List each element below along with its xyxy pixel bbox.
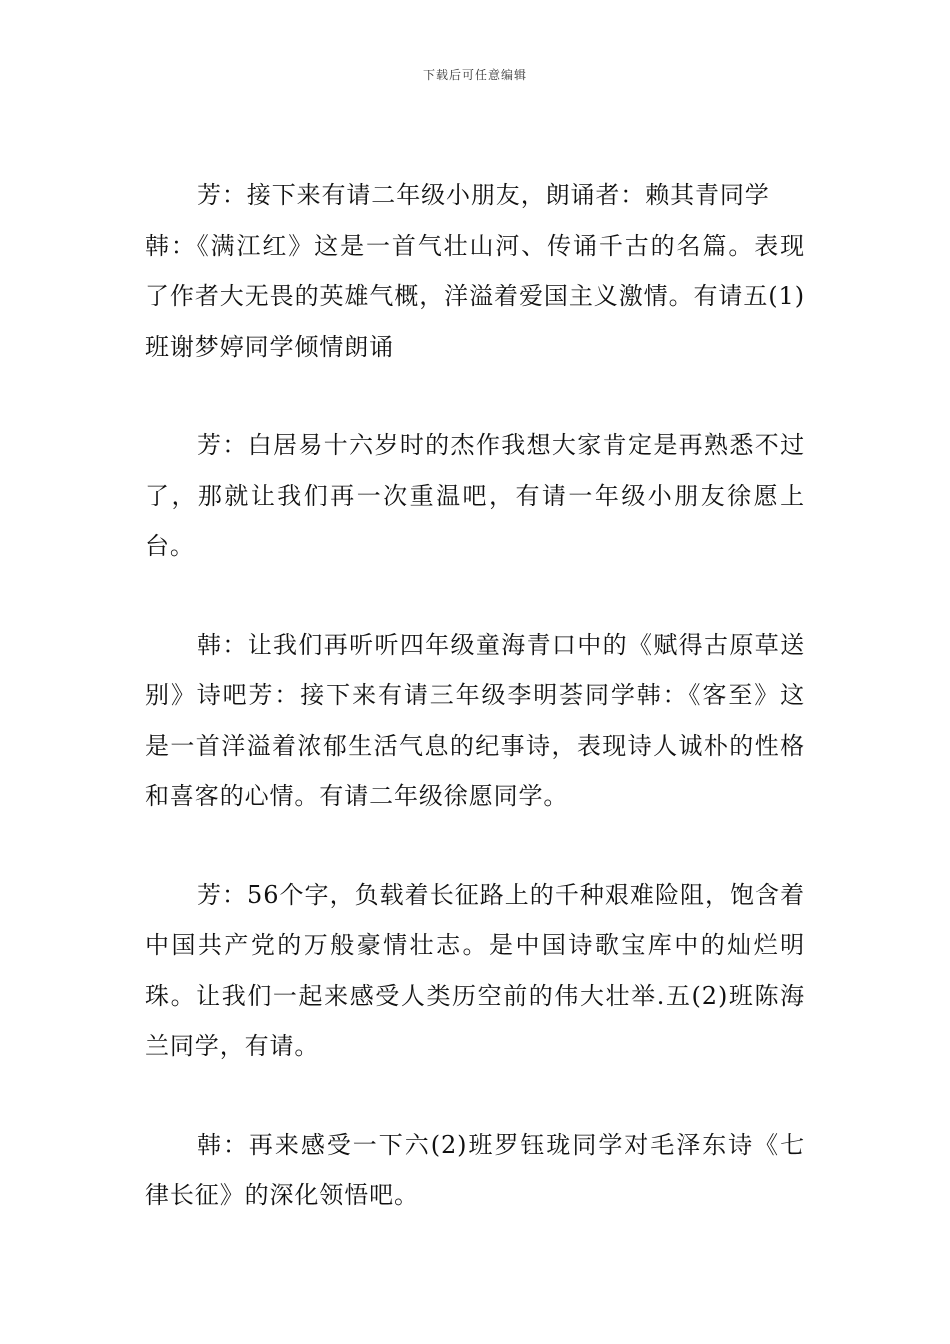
- paragraph-2: 芳：白居易十六岁时的杰作我想大家肯定是再熟悉不过了，那就让我们再一次重温吧，有请一年级小朋友徐愿上台。: [145, 431, 805, 560]
- paragraph-3: 韩：让我们再听听四年级童海青口中的《赋得古原草送别》诗吧芳：接下来有请三年级李明荟同学韩：《客至》这是一首洋溢着浓郁生活气息的纪事诗，表现诗人诚朴的性格和喜客的心情。有请二年级徐愿同学。: [145, 630, 805, 810]
- paragraph-5: 韩：再来感受一下六(2)班罗钰珑同学对毛泽东诗《七律长征》的深化领悟吧。: [145, 1130, 805, 1209]
- header-note: 下载后可任意编辑: [422, 68, 527, 82]
- paragraph-1: [145, 170, 805, 372]
- paragraph-4: 芳：56个字，负载着长征路上的千种艰难险阻，饱含着中国共产党的万般豪情壮志。是中国诗歌宝库中的灿烂明珠。让我们一起来感受人类历空前的伟大壮举.五(2)班陈海兰同学，有请。: [145, 880, 805, 1060]
- paragraph-1-line-1: 芳：接下来有请二年级小朋友，朗诵者：赖其青同学: [197, 181, 770, 209]
- document-body: [145, 170, 805, 1221]
- paragraph-1-line-2: 韩：《满江红》这是一首气壮山河、传诵千古的名篇。表现了作者大无畏的英雄气概，洋溢着爱国主义激情。有请五(1)班谢梦婷同学倾情朗诵: [145, 231, 805, 361]
